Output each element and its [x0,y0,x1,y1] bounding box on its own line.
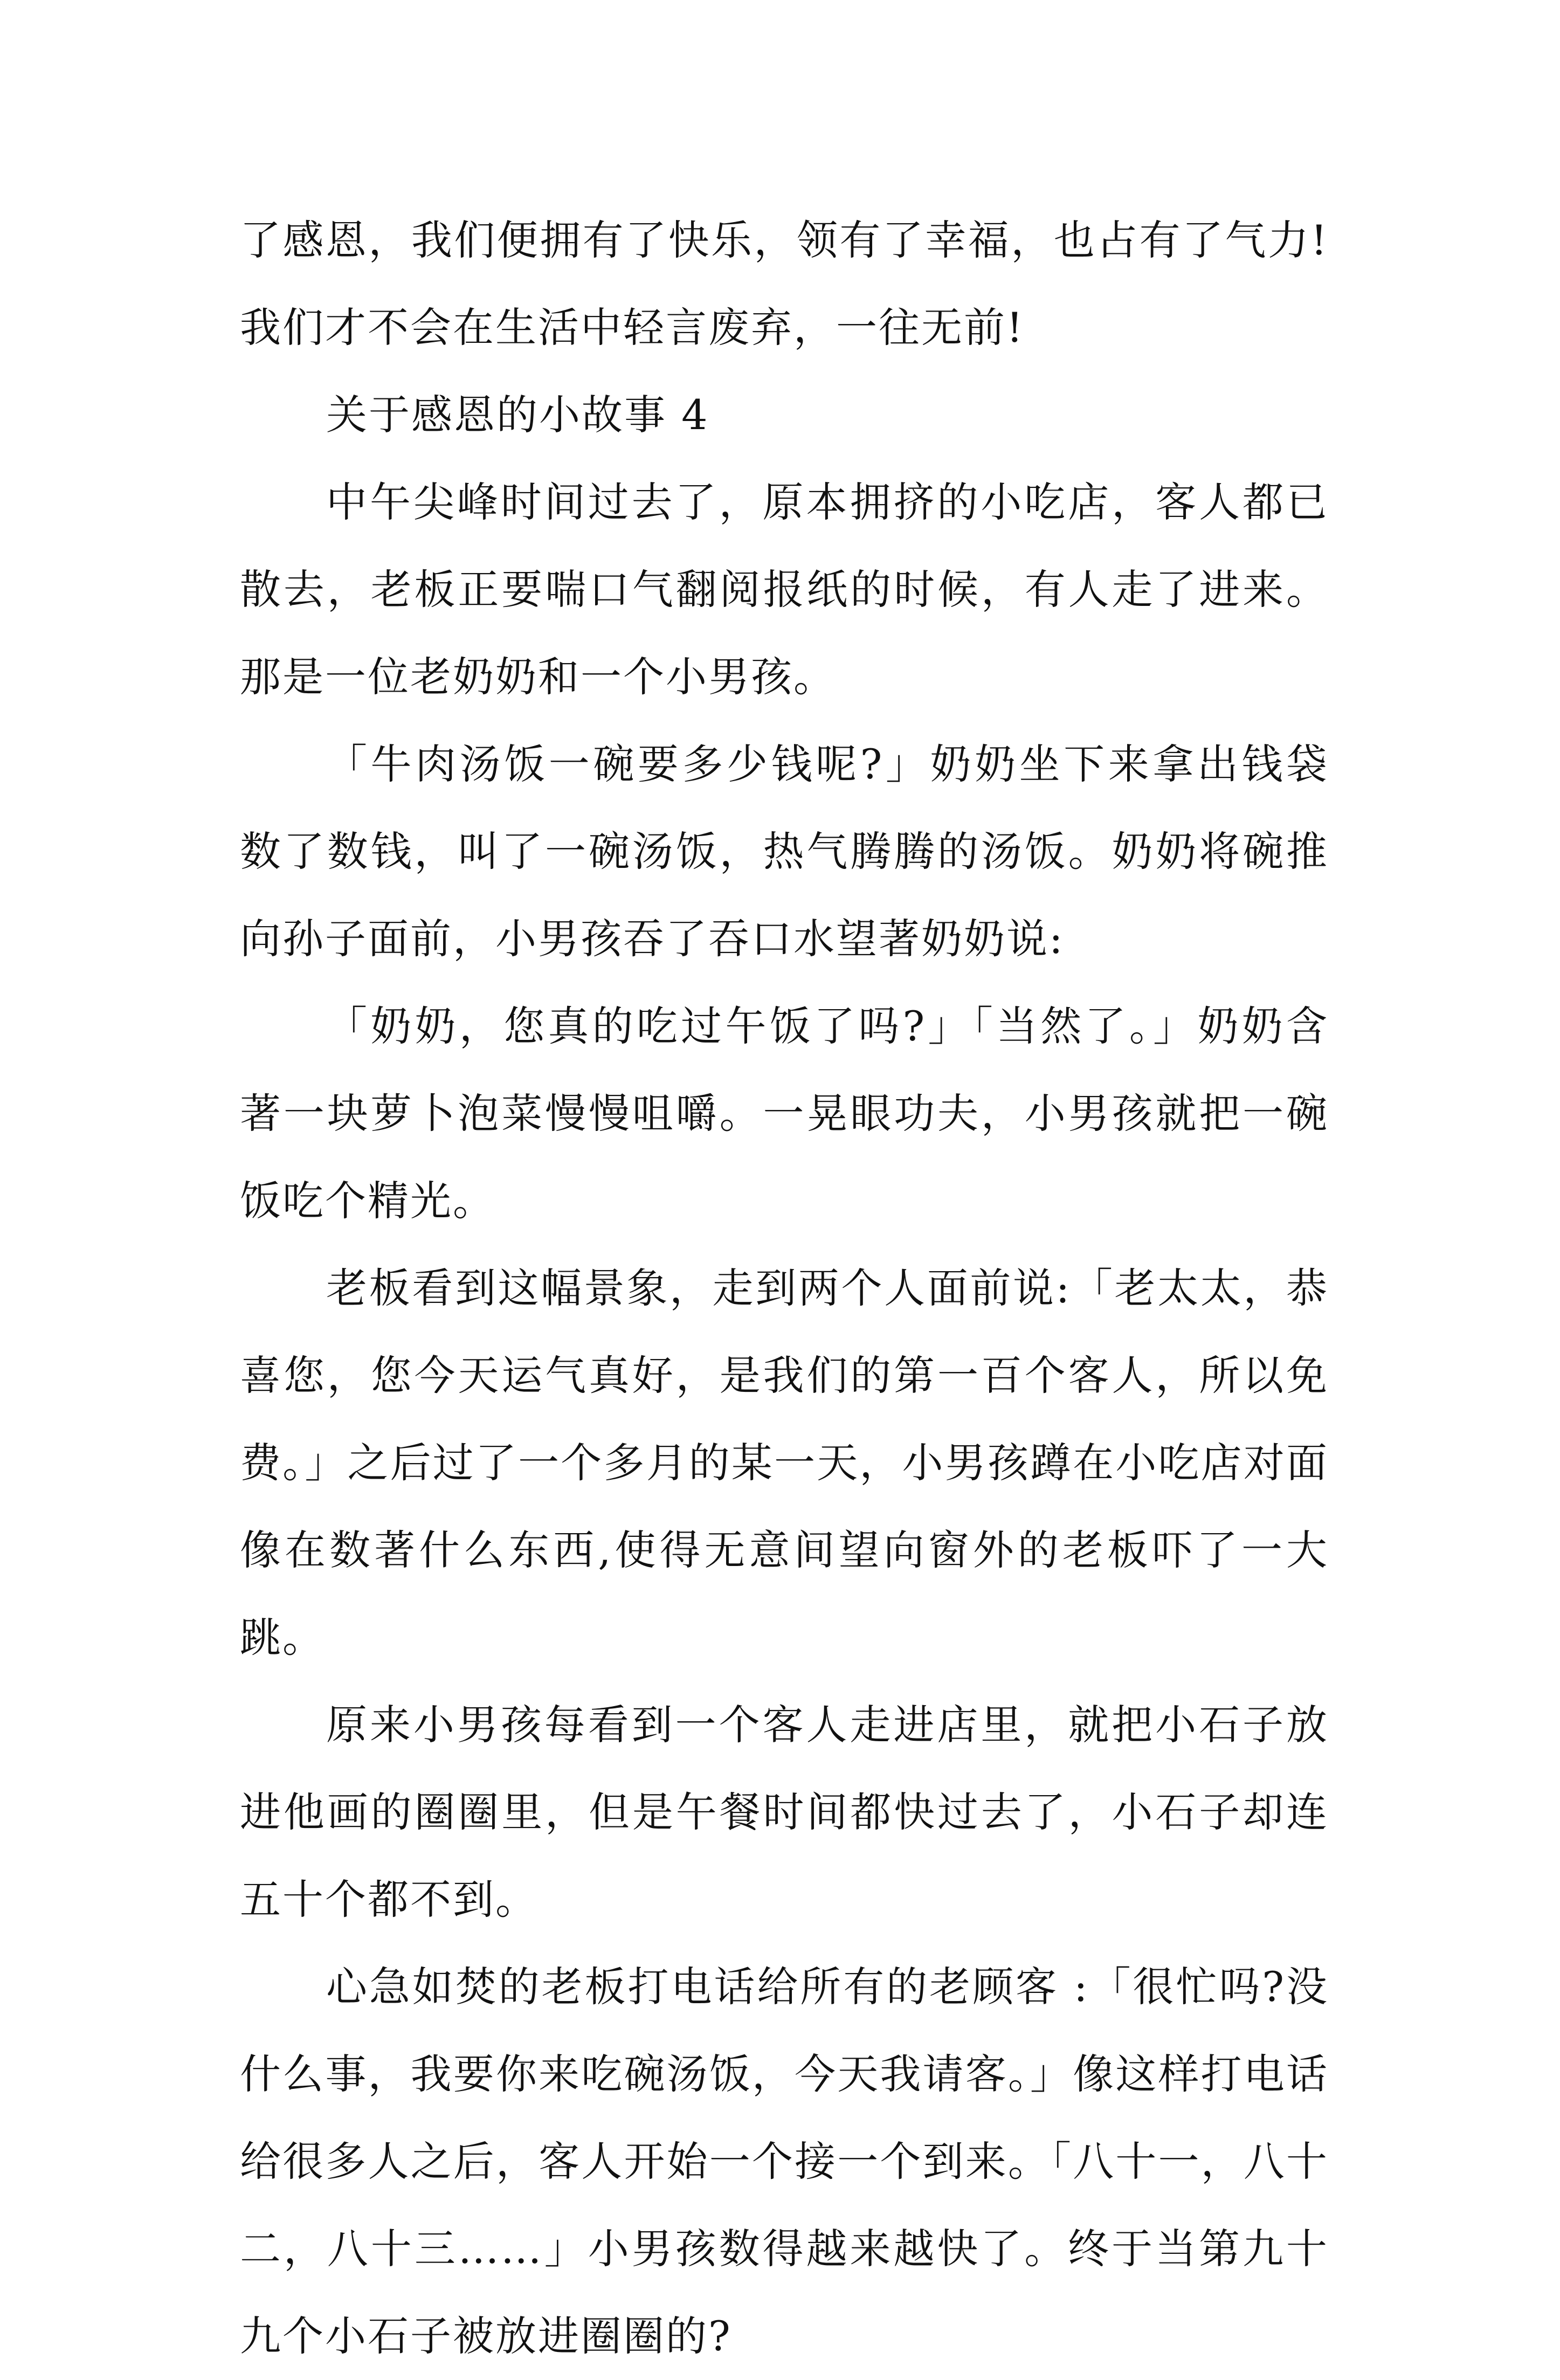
paragraph: 老板看到这幅景象，走到两个人面前说:「老太太，恭喜您，您今天运气真好，是我们的第一百个客人，所以免费。」之后过了一个多月的某一天，小男孩蹲在小吃店对面像在数著什么东西,使得无意间望向窗外的老板吓了一大跳。 [240,1264,1329,1661]
document-body [240,197,1329,2380]
paragraph: 心急如焚的老板打电话给所有的老顾客 :「很忙吗?没什么事，我要你来吃碗汤饭，今天我请客。」像这样打电话给很多人之后，客人开始一个接一个到来。「八十一，八十二，八十三……」小男孩数得越来越快了。终于当第九十九个小石子被放进圈圈的? [240,1963,1329,2360]
paragraph: 原来小男孩每看到一个客人走进店里，就把小石子放进他画的圈圈里，但是午餐时间都快过去了，小石子却连五十个都不到。 [240,1701,1329,1923]
paragraph: 「牛肉汤饭一碗要多少钱呢?」奶奶坐下来拿出钱袋数了数钱，叫了一碗汤饭，热气腾腾的汤饭。奶奶将碗推向孙子面前，小男孩吞了吞口水望著奶奶说: [240,740,1329,963]
section-title: 关于感恩的小故事 4 [326,391,709,439]
paragraph: 中午尖峰时间过去了，原本拥挤的小吃店，客人都已散去，老板正要喘口气翻阅报纸的时候，有人走了进来。那是一位老奶奶和一个小男孩。 [240,478,1329,701]
paragraph: 「奶奶，您真的吃过午饭了吗?」「当然了。」奶奶含著一块萝卜泡菜慢慢咀嚼。一晃眼功夫，小男孩就把一碗饭吃个精光。 [240,1002,1329,1225]
paragraph-continuation: 了感恩，我们便拥有了快乐，领有了幸福，也占有了气力!我们才不会在生活中轻言废弃，一往无前! [240,216,1329,351]
